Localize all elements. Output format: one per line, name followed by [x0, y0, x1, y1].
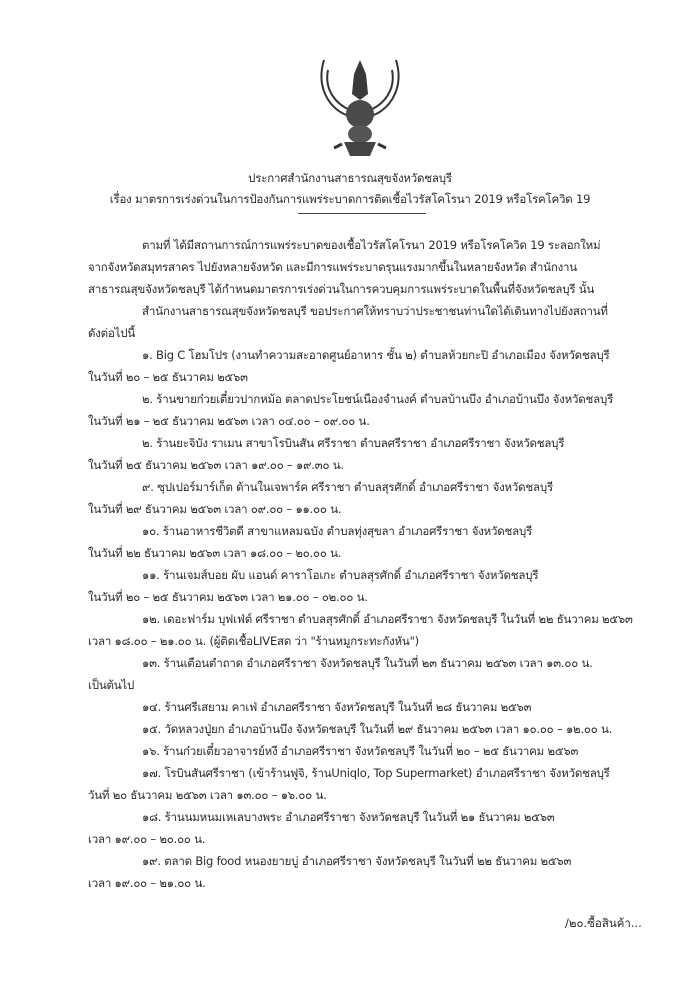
list-item: ๒. ร้านขายก๋วยเตี๋ยวปากหม้อ ตลาดประโยชน์เนืองจำนงค์ ตำบลบ้านบึง อำเภอบ้านบึง จังหวัดชลบุรี [142, 392, 614, 406]
garuda-emblem-icon [314, 56, 406, 160]
list-item-date: ในวันที่ ๒๒ ธันวาคม ๒๕๖๓ เวลา ๑๘.๐๐ – ๒๐.๐๐ น. [88, 546, 342, 560]
list-item: ๑๓. ร้านเตือนตำถาด อำเภอศรีราชา จังหวัดชลบุรี ในวันที่ ๒๓ ธันวาคม ๒๕๖๓ เวลา ๑๓.๐๐ น. [142, 656, 593, 670]
list-item: ๑๗. โรบินสันศรีราชา (เข้าร้านฟูจิ, ร้านUniqlo, Top Supermarket) อำเภอศรีราชา จังหวัดชลบุรี [142, 766, 610, 780]
list-item-date: ในวันที่ ๒๐ – ๒๕ ธันวาคม ๒๕๖๓ [88, 370, 248, 384]
list-item: ๑. Big C โฮมโปร (งานทำความสะอาดศูนย์อาหาร ชั้น ๒) ตำบลห้วยกะปิ อำเภอเมือง จังหวัดชลบุรี [142, 348, 610, 362]
list-item-date: ในวันที่ ๒๙ ธันวาคม ๒๕๖๓ เวลา ๐๙.๐๐ – ๑๑.๐๐ น. [88, 502, 342, 516]
list-item: ๙. ซุปเปอร์มาร์เก็ต ด้านในเจพาร์ค ศรีราชา ตำบลสุรศักดิ์ อำเภอศรีราชา จังหวัดชลบุรี [142, 480, 553, 494]
list-item: ๑๔. ร้านศรีเสยาม คาเฟ่ อำเภอศรีราชา จังหวัดชลบุรี ในวันที่ ๒๘ ธันวาคม ๒๕๖๓ [142, 700, 532, 714]
intro-paragraph [88, 234, 688, 344]
intro-line: สำนักงานสาธารณสุขจังหวัดชลบุรี ขอประกาศให้ทราบว่าประชาชนท่านใดได้เดินทางไปยังสถานที่ [142, 304, 608, 318]
list-item-date: เวลา ๑๙.๐๐ – ๒๑.๐๐ น. [88, 876, 206, 890]
list-item: ๑๙. ตลาด Big food หนองยายบู่ อำเภอศรีราชา จังหวัดชลบุรี ในวันที่ ๒๒ ธันวาคม ๒๕๖๓ [142, 854, 572, 868]
list-item: ๑๕. วัดหลวงปู่ยก อำเภอบ้านบึง จังหวัดชลบุรี ในวันที่ ๒๙ ธันวาคม ๒๕๖๓ เวลา ๑๐.๐๐ – ๑๒.๐๐ น. [142, 722, 613, 736]
intro-line: จากจังหวัดสมุทรสาคร ไปยังหลายจังหวัด และมีการแพร่ระบาดรุนแรงมากขึ้นในหลายจังหวัด สำนักงาน [88, 260, 577, 274]
list-item-date: เวลา ๑๘.๐๐ – ๒๑.๐๐ น. (ผู้ติดเชื้อLIVEสด ว่า "ร้านหมูกระทะกังหัน") [88, 634, 419, 648]
title-underline [298, 213, 426, 214]
intro-line: ตามที่ ได้มีสถานการณ์การแพร่ระบาดของเชื้อไวรัสโคโรนา 2019 หรือโรคโควิด 19 ระลอกใหม่ [142, 238, 601, 252]
announcement-title: ประกาศสำนักงานสาธารณสุขจังหวัดชลบุรี [248, 171, 452, 185]
list-item-date: เวลา ๑๙.๐๐ – ๒๐.๐๐ น. [88, 832, 206, 846]
list-item-date: ในวันที่ ๒๑ – ๒๕ ธันวาคม ๒๕๖๓ เวลา ๐๔.๐๐ – ๐๙.๐๐ น. [88, 414, 370, 428]
list-item: ๒. ร้านยะจิบัง ราเมน สาขาโรบินสัน ศรีราชา ตำบลศรีราชา อำเภอศรีราชา จังหวัดชลบุรี [142, 436, 565, 450]
locations-list [88, 344, 688, 894]
list-item: ๑๒. เดอะฟาร์ม บุฟเฟ่ต์ ศรีราชา ตำบลสุรศักดิ์ อำเภอศรีราชา จังหวัดชลบุรี ในวันที่ ๒๒ ธันวาคม ๒๕๖๓ [142, 612, 633, 626]
intro-line: สาธารณสุขจังหวัดชลบุรี ได้กำหนดมาตรการเร่งด่วนในการควบคุมการแพร่ระบาดในพื้นที่จังหวัดชลบุรี นั้น [88, 282, 595, 296]
list-item: ๑๑. ร้านเจมส์บอย ผับ แอนด์ คาราโอเกะ ตำบลสุรศักดิ์ อำเภอศรีราชา จังหวัดชลบุรี [142, 568, 539, 582]
list-item: ๑๖. ร้านก๋วยเตี๋ยวอาจารย์หงี อำเภอศรีราชา จังหวัดชลบุรี ในวันที่ ๒๐ – ๒๕ ธันวาคม ๒๕๖๓ [142, 744, 579, 758]
continued-marker: /๒๐.ซื้อสินค้า... [565, 916, 642, 930]
list-item-date: วันที่ ๒๐ ธันวาคม ๒๕๖๓ เวลา ๑๓.๐๐ – ๑๖.๐๐ น. [88, 788, 327, 802]
list-item: ๑๘. ร้านนมหนมเหเลบางพระ อำเภอศรีราชา จังหวัดชลบุรี ในวันที่ ๒๑ ธันวาคม ๒๕๖๓ [142, 810, 555, 824]
list-item-date: เป็นต้นไป [88, 678, 135, 692]
list-item-date: ในวันที่ ๒๐ – ๒๕ ธันวาคม ๒๕๖๓ เวลา ๒๑.๐๐ – ๐๒.๐๐ น. [88, 590, 368, 604]
announcement-subject: เรื่อง มาตรการเร่งด่วนในการป้องกันการแพร่ระบาดการติดเชื้อไวรัสโคโรนา 2019 หรือโรคโควิด 19 [109, 192, 591, 206]
list-item: ๑๐. ร้านอาหารชีวิตดี สาขาแหลมฉบัง ตำบลทุ่งสุขลา อำเภอศรีราชา จังหวัดชลบุรี [142, 524, 533, 538]
list-item-date: ในวันที่ ๒๕ ธันวาคม ๒๕๖๓ เวลา ๑๙.๐๐ – ๑๙.๓๐ น. [88, 458, 344, 472]
intro-line: ดังต่อไปนี้ [88, 326, 136, 340]
